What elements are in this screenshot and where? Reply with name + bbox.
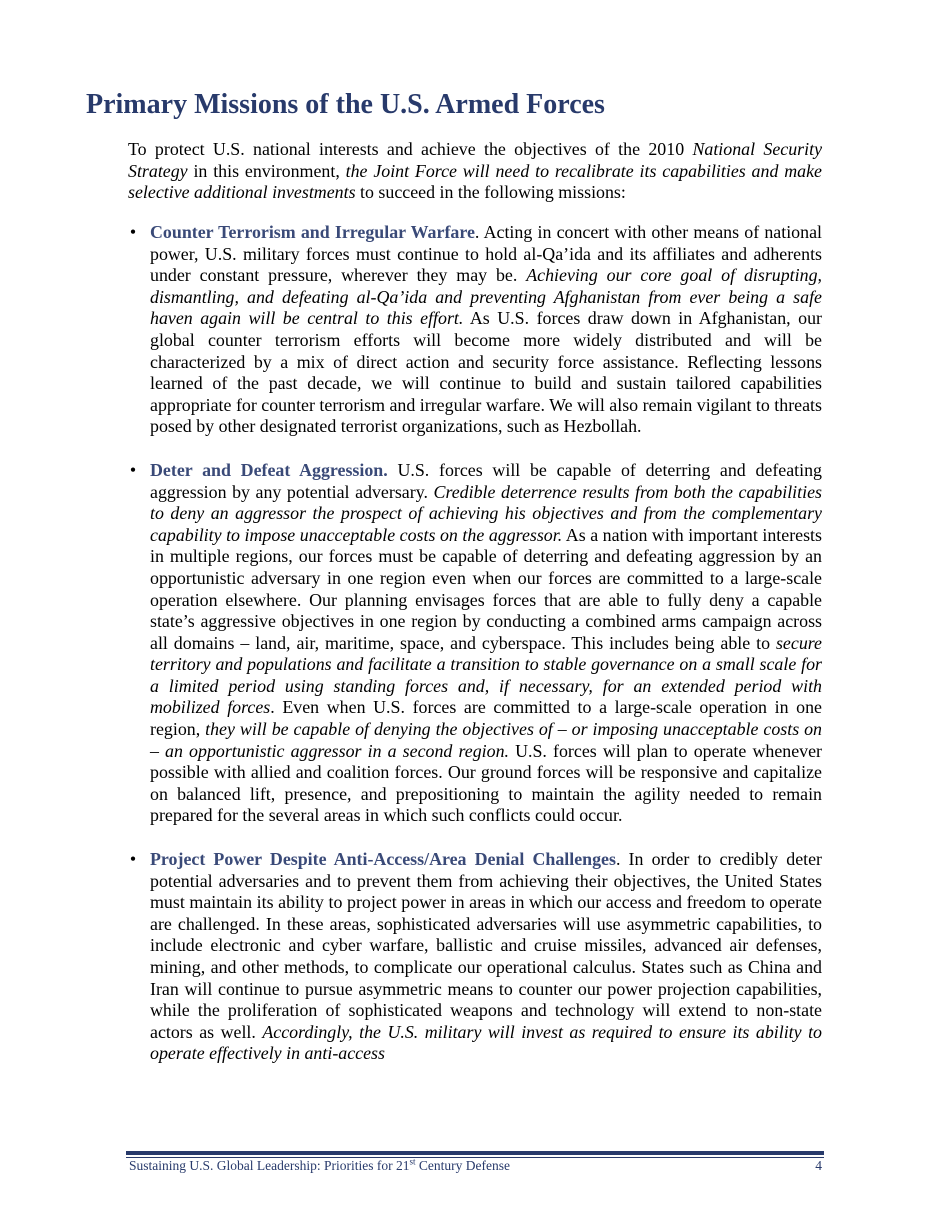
mission-text: As a nation with important interests in multiple regions, our forces must be capable of deterring and defeating aggression by an opportunistic adversary in one region even when our forces are committed to a large-scale operation elsewhere. Our planning envisages forces that are able to fully deny a capable state’s aggressive objectives in one region by conducting a combined arms campaign across all domains – land, air, maritime, space, and cyberspace. This includes being able to bbox=[150, 524, 822, 653]
mission-emphasis: Achieving our core goal of disrupting, dismantling, and defeating al-Qa’ida and preventing Afghanistan from ever being a safe haven again will be central to this effort. bbox=[150, 265, 822, 329]
bullet-icon: • bbox=[129, 459, 137, 480]
mission-text: As U.S. forces draw down in Afghanistan, our global counter terrorism efforts will become more widely distributed and will be characterized by a mix of direct action and security force assistance. Reflecting lessons learned of the past decade, we will continue to build and sustain tailored capabilities appropriate for counter terrorism and irregular warfare. We will also remain vigilant to threats posed by other designated terrorist organizations, such as Hezbollah. bbox=[150, 308, 822, 437]
intro-emphasis: National Security Strategy bbox=[128, 139, 823, 181]
footer-divider bbox=[126, 1151, 824, 1155]
mission-title: Project Power Despite Anti-Access/Area Denial Challenges bbox=[150, 849, 616, 870]
intro-text: to succeed in the following missions: bbox=[355, 182, 626, 203]
mission-item-counter-terrorism bbox=[128, 222, 822, 438]
mission-text: . In order to credibly deter potential adversaries and to prevent them from achieving their objectives, the United States must maintain its ability to project power in areas in which our access and freedom to operate are challenged. In these areas, sophisticated adversaries will use asymmetric capabilities, to include electronic and cyber warfare, ballistic and cruise missiles, advanced air defenses, mining, and other methods, to complicate our operational calculus. States such as China and Iran will continue to pursue asymmetric means to counter our power projection capabilities, while the proliferation of sophisticated weapons and technology will extend to non-state actors as well. bbox=[150, 849, 822, 1042]
mission-emphasis: Accordingly, the U.S. military will invest as required to ensure its ability to operate effectively in anti-access bbox=[150, 1021, 822, 1064]
mission-item-project-power bbox=[128, 849, 822, 1065]
page-number: 4 bbox=[815, 1158, 822, 1173]
intro-emphasis: the Joint Force will need to recalibrate its capabilities and make selective additional investments bbox=[128, 160, 822, 203]
mission-item-deter-defeat bbox=[128, 460, 822, 827]
intro-text: in this environment, bbox=[187, 160, 346, 181]
footer-superscript: st bbox=[409, 1156, 416, 1167]
intro-text: To protect U.S. national interests and achieve the objectives of the 2010 bbox=[128, 139, 693, 159]
missions-list bbox=[128, 222, 822, 1087]
bullet-icon: • bbox=[129, 222, 137, 242]
intro-paragraph bbox=[128, 139, 822, 204]
footer-title-text: Sustaining U.S. Global Leadership: Priorities for 21 bbox=[129, 1158, 410, 1173]
mission-emphasis: Credible deterrence results from both the capabilities to deny an aggressor the prospect of achieving his objectives and from the complementary capability to impose unacceptable costs on the aggressor. bbox=[150, 481, 823, 545]
mission-title: Deter and Defeat Aggression. bbox=[150, 459, 388, 480]
mission-emphasis: they will be capable of denying the objectives of – or imposing unacceptable costs on – an opportunistic aggressor in a second region. bbox=[150, 719, 822, 761]
mission-title: Counter Terrorism and Irregular Warfare bbox=[150, 222, 475, 242]
mission-text: U.S. forces will be capable of deterring and defeating aggression by any potential adversary. bbox=[150, 459, 822, 502]
footer-title-text: Century Defense bbox=[415, 1158, 510, 1173]
mission-text: . Even when U.S. forces are committed to a large-scale operation in one region, bbox=[150, 697, 822, 740]
mission-text: U.S. forces will plan to operate whenever possible with allied and coalition forces. Our ground forces will be responsive and capitalize on balanced lift, presence, and prepositioning to maintain the agility needed to remain prepared for the several areas in which such conflicts could occur. bbox=[150, 740, 822, 826]
page-title: Primary Missions of the U.S. Armed Forces bbox=[86, 89, 605, 120]
mission-emphasis: secure territory and populations and facilitate a transition to stable governance on a small scale for a limited period using standing forces and, if necessary, for an extended period with mobilized forces bbox=[150, 632, 822, 718]
bullet-icon: • bbox=[129, 849, 137, 870]
mission-text: . Acting in concert with other means of national power, U.S. military forces must continue to hold al-Qa’ida and its affiliates and adherents under constant pressure, wherever they may be. bbox=[150, 222, 822, 286]
footer-title bbox=[129, 1158, 510, 1174]
